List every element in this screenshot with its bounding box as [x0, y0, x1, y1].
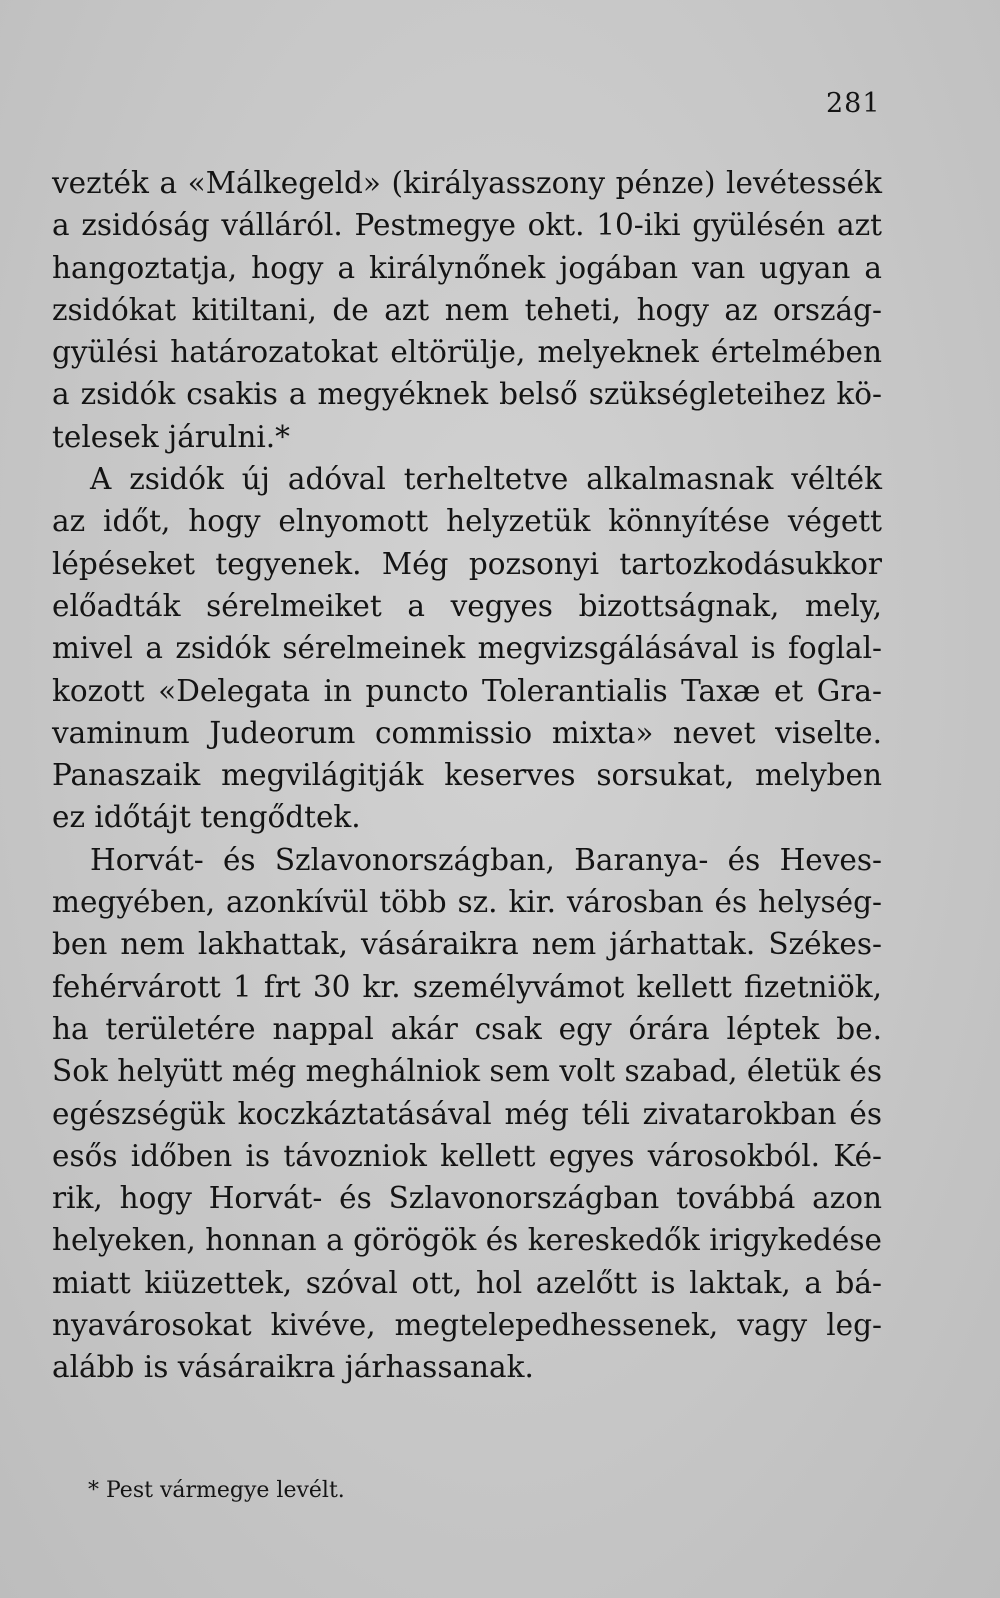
text-line: nyavárosokat kivéve, megtelepedhessenek, vagy leg- — [52, 1308, 882, 1343]
text-line: megyében, azonkívül több sz. kir. városban és helység- — [52, 885, 882, 920]
text-line: A zsidók új adóval terheltetve alkalmasnak vélték — [90, 462, 882, 497]
text-line: alább is vásáraikra járhassanak. — [52, 1350, 534, 1385]
text-line: a zsidóság válláról. Pestmegye okt. 10-iki gyülésén azt — [52, 208, 882, 243]
text-line: ha területére nappal akár csak egy órára léptek be. — [52, 1011, 882, 1046]
text-line: ben nem lakhattak, vásáraikra nem járhattak. Székes- — [52, 927, 882, 962]
text-line: lépéseket tegyenek. Még pozsonyi tartozkodásukkor — [52, 546, 882, 581]
text-line: egészségük koczkáztatásával még téli zivatarokban és — [52, 1096, 882, 1131]
text-line: ez időtájt tengődtek. — [52, 800, 361, 835]
text-line: helyeken, honnan a görögök és kereskedők irigykedése — [52, 1223, 882, 1258]
text-line: miatt kiüzettek, szóval ott, hol azelőtt is laktak, a bá- — [52, 1265, 882, 1300]
body-text — [52, 162, 882, 1389]
text-line: az időt, hogy elnyomott helyzetük könnyítése végett — [52, 504, 882, 539]
text-line: rik, hogy Horvát- és Szlavonországban továbbá azon — [52, 1181, 882, 1216]
text-line: gyülési határozatokat eltörülje, melyeknek értelmében — [52, 335, 882, 370]
text-line: vaminum Judeorum commissio mixta» nevet viselte. — [52, 715, 882, 750]
footnote: * Pest vármegye levélt. — [88, 1478, 345, 1503]
text-line: fehérvárott 1 frt 30 kr. személyvámot kellett fizetniök, — [52, 969, 882, 1004]
text-line: mivel a zsidók sérelmeinek megvizsgálásával is foglal- — [52, 631, 882, 666]
text-line: Panaszaik megvilágitják keserves sorsukat, melyben — [52, 758, 882, 793]
text-line: esős időben is távozniok kellett egyes városokból. Ké- — [52, 1138, 882, 1173]
text-line: Sok helyütt még meghálniok sem volt szabad, életük és — [52, 1054, 882, 1089]
text-line: kozott «Delegata in puncto Tolerantialis Taxæ et Gra- — [52, 673, 882, 708]
text-line: telesek járulni.* — [52, 419, 290, 454]
text-line: hangoztatja, hogy a királynőnek jogában van ugyan a — [52, 250, 882, 285]
text-line: Horvát- és Szlavonországban, Baranya- és Heves- — [90, 842, 882, 877]
page-number: 281 — [826, 88, 881, 119]
text-line: zsidókat kitiltani, de azt nem teheti, hogy az ország- — [52, 292, 882, 327]
text-line: előadták sérelmeiket a vegyes bizottságnak, mely, — [52, 588, 882, 623]
text-line: vezték a «Málkegeld» (királyasszony pénze) levétessék — [52, 166, 882, 200]
text-line: a zsidók csakis a megyéknek belső szükségleteihez kö- — [52, 377, 882, 412]
